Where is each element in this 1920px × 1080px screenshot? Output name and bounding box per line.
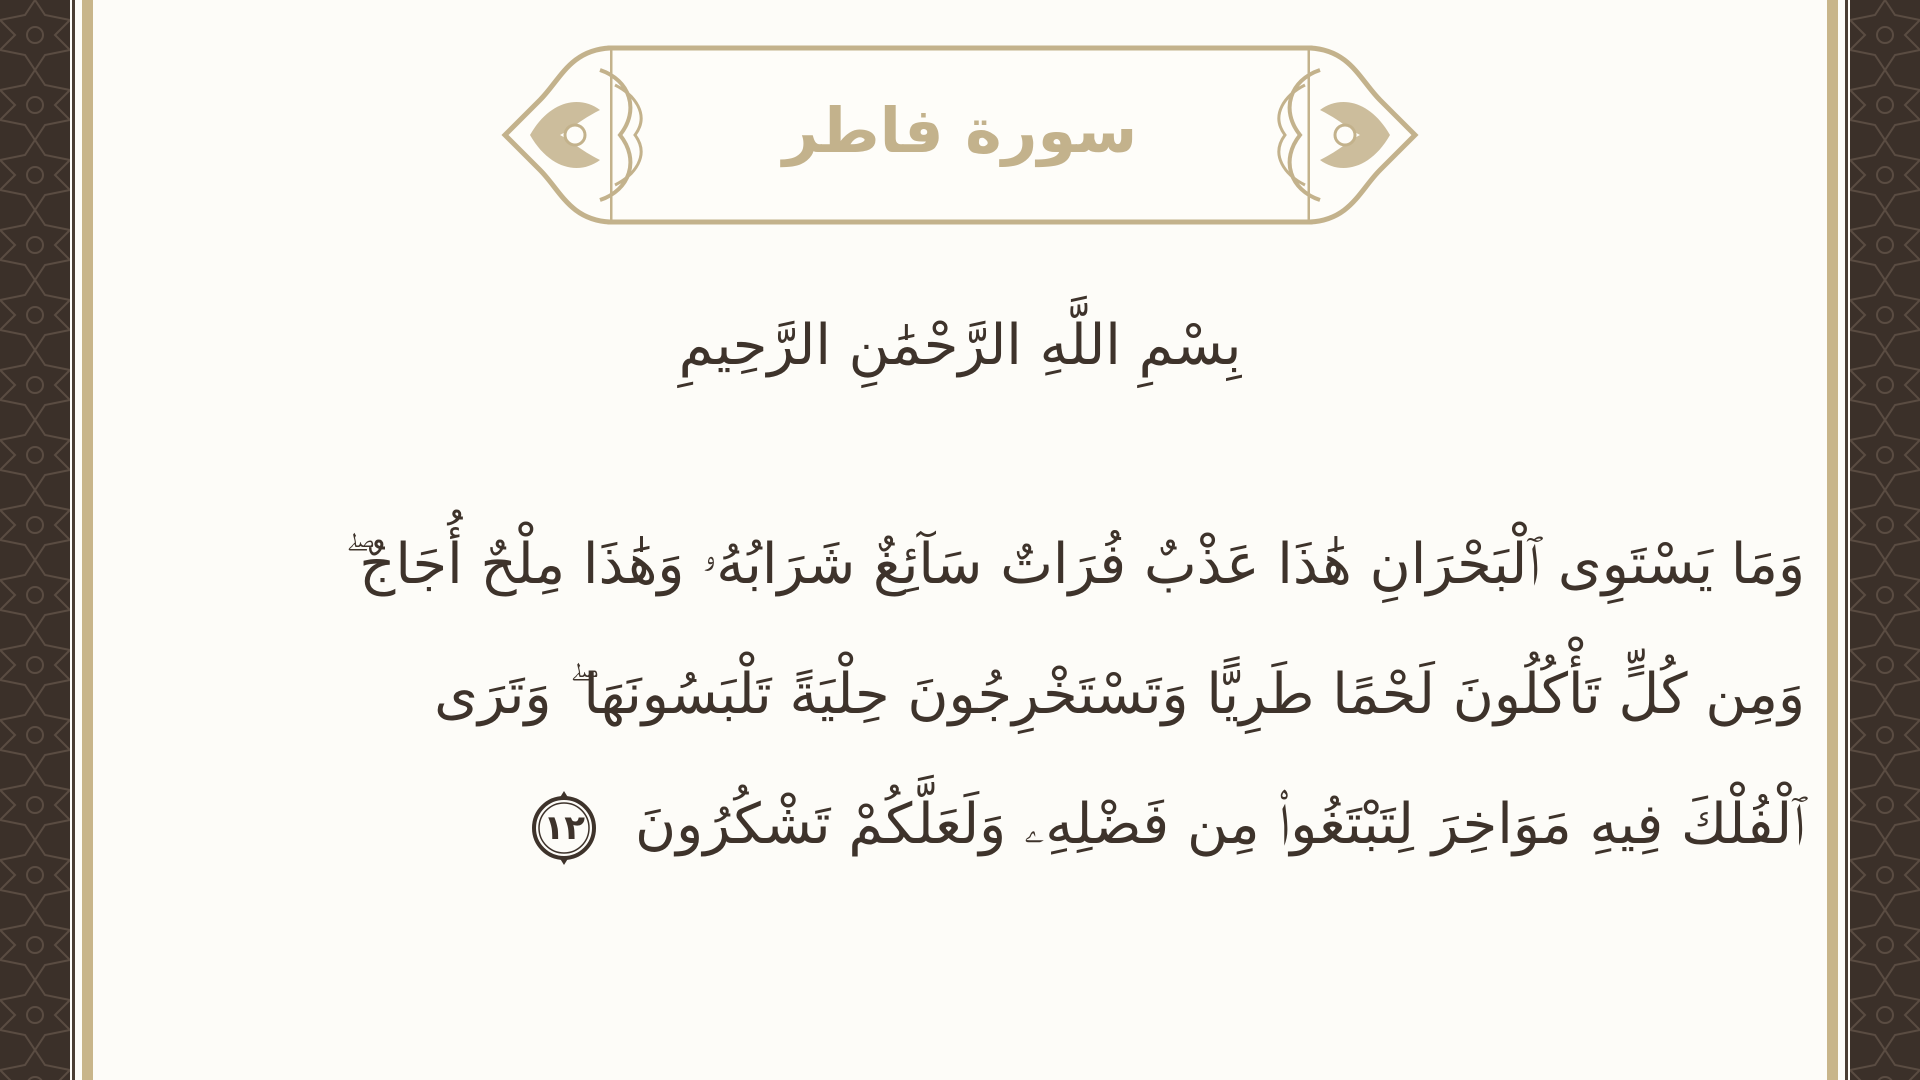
right-ornamental-border xyxy=(1850,0,1920,1080)
right-gold-rule xyxy=(1827,0,1838,1080)
surah-title-cartouche xyxy=(500,40,1420,230)
ayah-number: ١٢ xyxy=(543,807,585,848)
left-gold-rule xyxy=(82,0,93,1080)
surah-title: سورة فاطر xyxy=(782,93,1138,167)
ayah-number-marker xyxy=(525,789,603,867)
left-ornamental-border xyxy=(0,0,70,1080)
right-inner-rule xyxy=(1845,0,1848,1080)
verse-line: وَمِن كُلٍّ تَأْكُلُونَ لَحْمًا طَرِيًّا وَتَسْتَخْرِجُونَ حِلْيَةً تَلْبَسُونَهَا ۖ وَتَرَى xyxy=(434,662,1805,727)
verse-line xyxy=(140,760,1805,890)
verse-text xyxy=(140,500,1805,890)
verse-line-text: ٱلْفُلْكَ فِيهِ مَوَاخِرَ لِتَبْتَغُوا۟ مِن فَضْلِهِۦ وَلَعَلَّكُمْ تَشْكُرُونَ xyxy=(635,792,1805,857)
left-inner-rule xyxy=(72,0,75,1080)
basmala: بِسْمِ اللَّهِ الرَّحْمَٰنِ الرَّحِيمِ xyxy=(678,312,1242,378)
verse-line: وَمَا يَسْتَوِى ٱلْبَحْرَانِ هَٰذَا عَذْبٌ فُرَاتٌ سَآئِغٌ شَرَابُهُۥ وَهَٰذَا مِلْحٌ أُجَاجٌ ۖ xyxy=(345,532,1805,597)
